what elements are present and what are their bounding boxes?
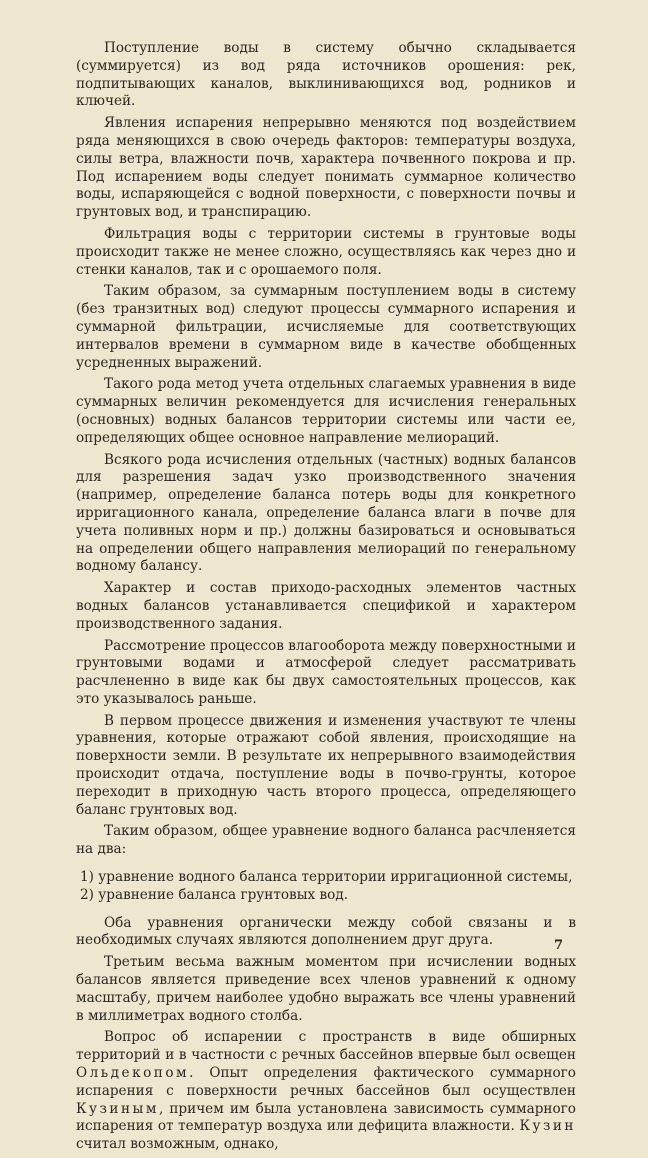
author-name-kuzin-2: Кузин: [519, 1118, 576, 1135]
author-name-kuzin: Кузиным: [76, 1100, 159, 1117]
list-item: 1) уравнение водного баланса территории ирригационной системы,: [80, 869, 573, 886]
paragraph-13-text-3: , причем им была установлена зависимость суммарного испарения от температур воздуха или дефицита влажности.: [76, 1100, 576, 1135]
author-name-oldekop: Ольдекопом: [76, 1065, 190, 1082]
paragraph-13-text-1: Вопрос об испарении с пространств в виде обширных территорий и в частности с речных бассейнов впервые был освещен: [76, 1029, 576, 1064]
paragraph-8: Рассмотрение процессов влагооборота между поверхностными и грунтовыми водами и атмосферой следует рассматривать расчлененно в виде как бы двух самостоятельных процессов, как это указывалось раньше.: [76, 637, 576, 707]
list-item: 2) уравнение баланса грунтовых вод.: [80, 886, 349, 903]
paragraph-9: В первом процессе движения и изменения участвуют те члены уравнения, которые отражают собой явления, происходящие на поверхности земли. В результате их непрерывного взаимодействия происходит отдача, поступление воды в почво-грунты, которое переходит в приходную часть второго процесса, определяющего баланс грунтовых вод.: [76, 712, 576, 818]
paragraph-7: Характер и состав приходо-расходных элементов частных водных балансов устанавливается спецификой и характером производственного задания.: [76, 580, 576, 632]
paragraph-13-text-4: считал возможным, однако,: [76, 1136, 279, 1153]
paragraph-13: [76, 1029, 576, 1154]
paragraph-1: Поступление воды в систему обычно складывается (суммируется) из вод ряда источников орошения: рек, подпитывающих каналов, выклинивающихся вод, родников и ключей.: [76, 40, 576, 110]
paragraph-11: Оба уравнения органически между собой связаны и в необходимых случаях являются дополнением друг друга.: [76, 914, 576, 949]
paragraph-10: Таким образом, общее уравнение водного баланса расчленяется на два:: [76, 823, 576, 858]
paragraph-2: Явления испарения непрерывно меняются под воздействием ряда меняющихся в свою очередь факторов: температуры воздуха, силы ветра, влажности почв, характера почвенного покрова и пр. Под испарением воды следует понимать суммарное количество воды, испаряющейся с водной поверхности, с поверхности почвы и грунтовых вод, и транспирацию.: [76, 115, 576, 221]
paragraph-12: Третьим весьма важным моментом при исчислении водных балансов является приведение всех членов уравнений к одному масштабу, причем наиболее удобно выражать все члены уравнений в миллиметрах водного столба.: [76, 954, 576, 1024]
paragraph-4: Таким образом, за суммарным поступлением воды в систему (без транзитных вод) следуют процессы суммарного испарения и суммарной фильтрации, исчисляемые для соответствующих интервалов времени в суммарном виде в качестве обобщенных усредненных выражений.: [76, 283, 576, 371]
page-number: 7: [554, 938, 564, 953]
paragraph-13-text-2: . Опыт определения фактического суммарного испарения с поверхности речных бассейнов был осуществлен: [76, 1065, 576, 1099]
paragraph-3: Фильтрация воды с территории системы в грунтовые воды происходит также не менее сложно, осуществляясь как через дно и стенки каналов, так и с орошаемого поля.: [76, 225, 576, 278]
equation-list: [76, 869, 576, 905]
paragraph-6: Всякого рода исчисления отдельных (частных) водных балансов для разрешения задач узко производственного значения (например, определение баланса потерь воды для конкретного ирригационного канала, определение баланса влаги в почве для учета поливных норм и пр.) должны базироваться и основываться на определении общего направления мелиораций по генеральному водному балансу.: [76, 451, 576, 575]
page-body: [76, 40, 576, 1158]
paragraph-5: Такого рода метод учета отдельных слагаемых уравнения в виде суммарных величин рекомендуется для исчисления генеральных (основных) водных балансов территории системы или части ее, определяющих общее основное направление мелиораций.: [76, 376, 576, 446]
